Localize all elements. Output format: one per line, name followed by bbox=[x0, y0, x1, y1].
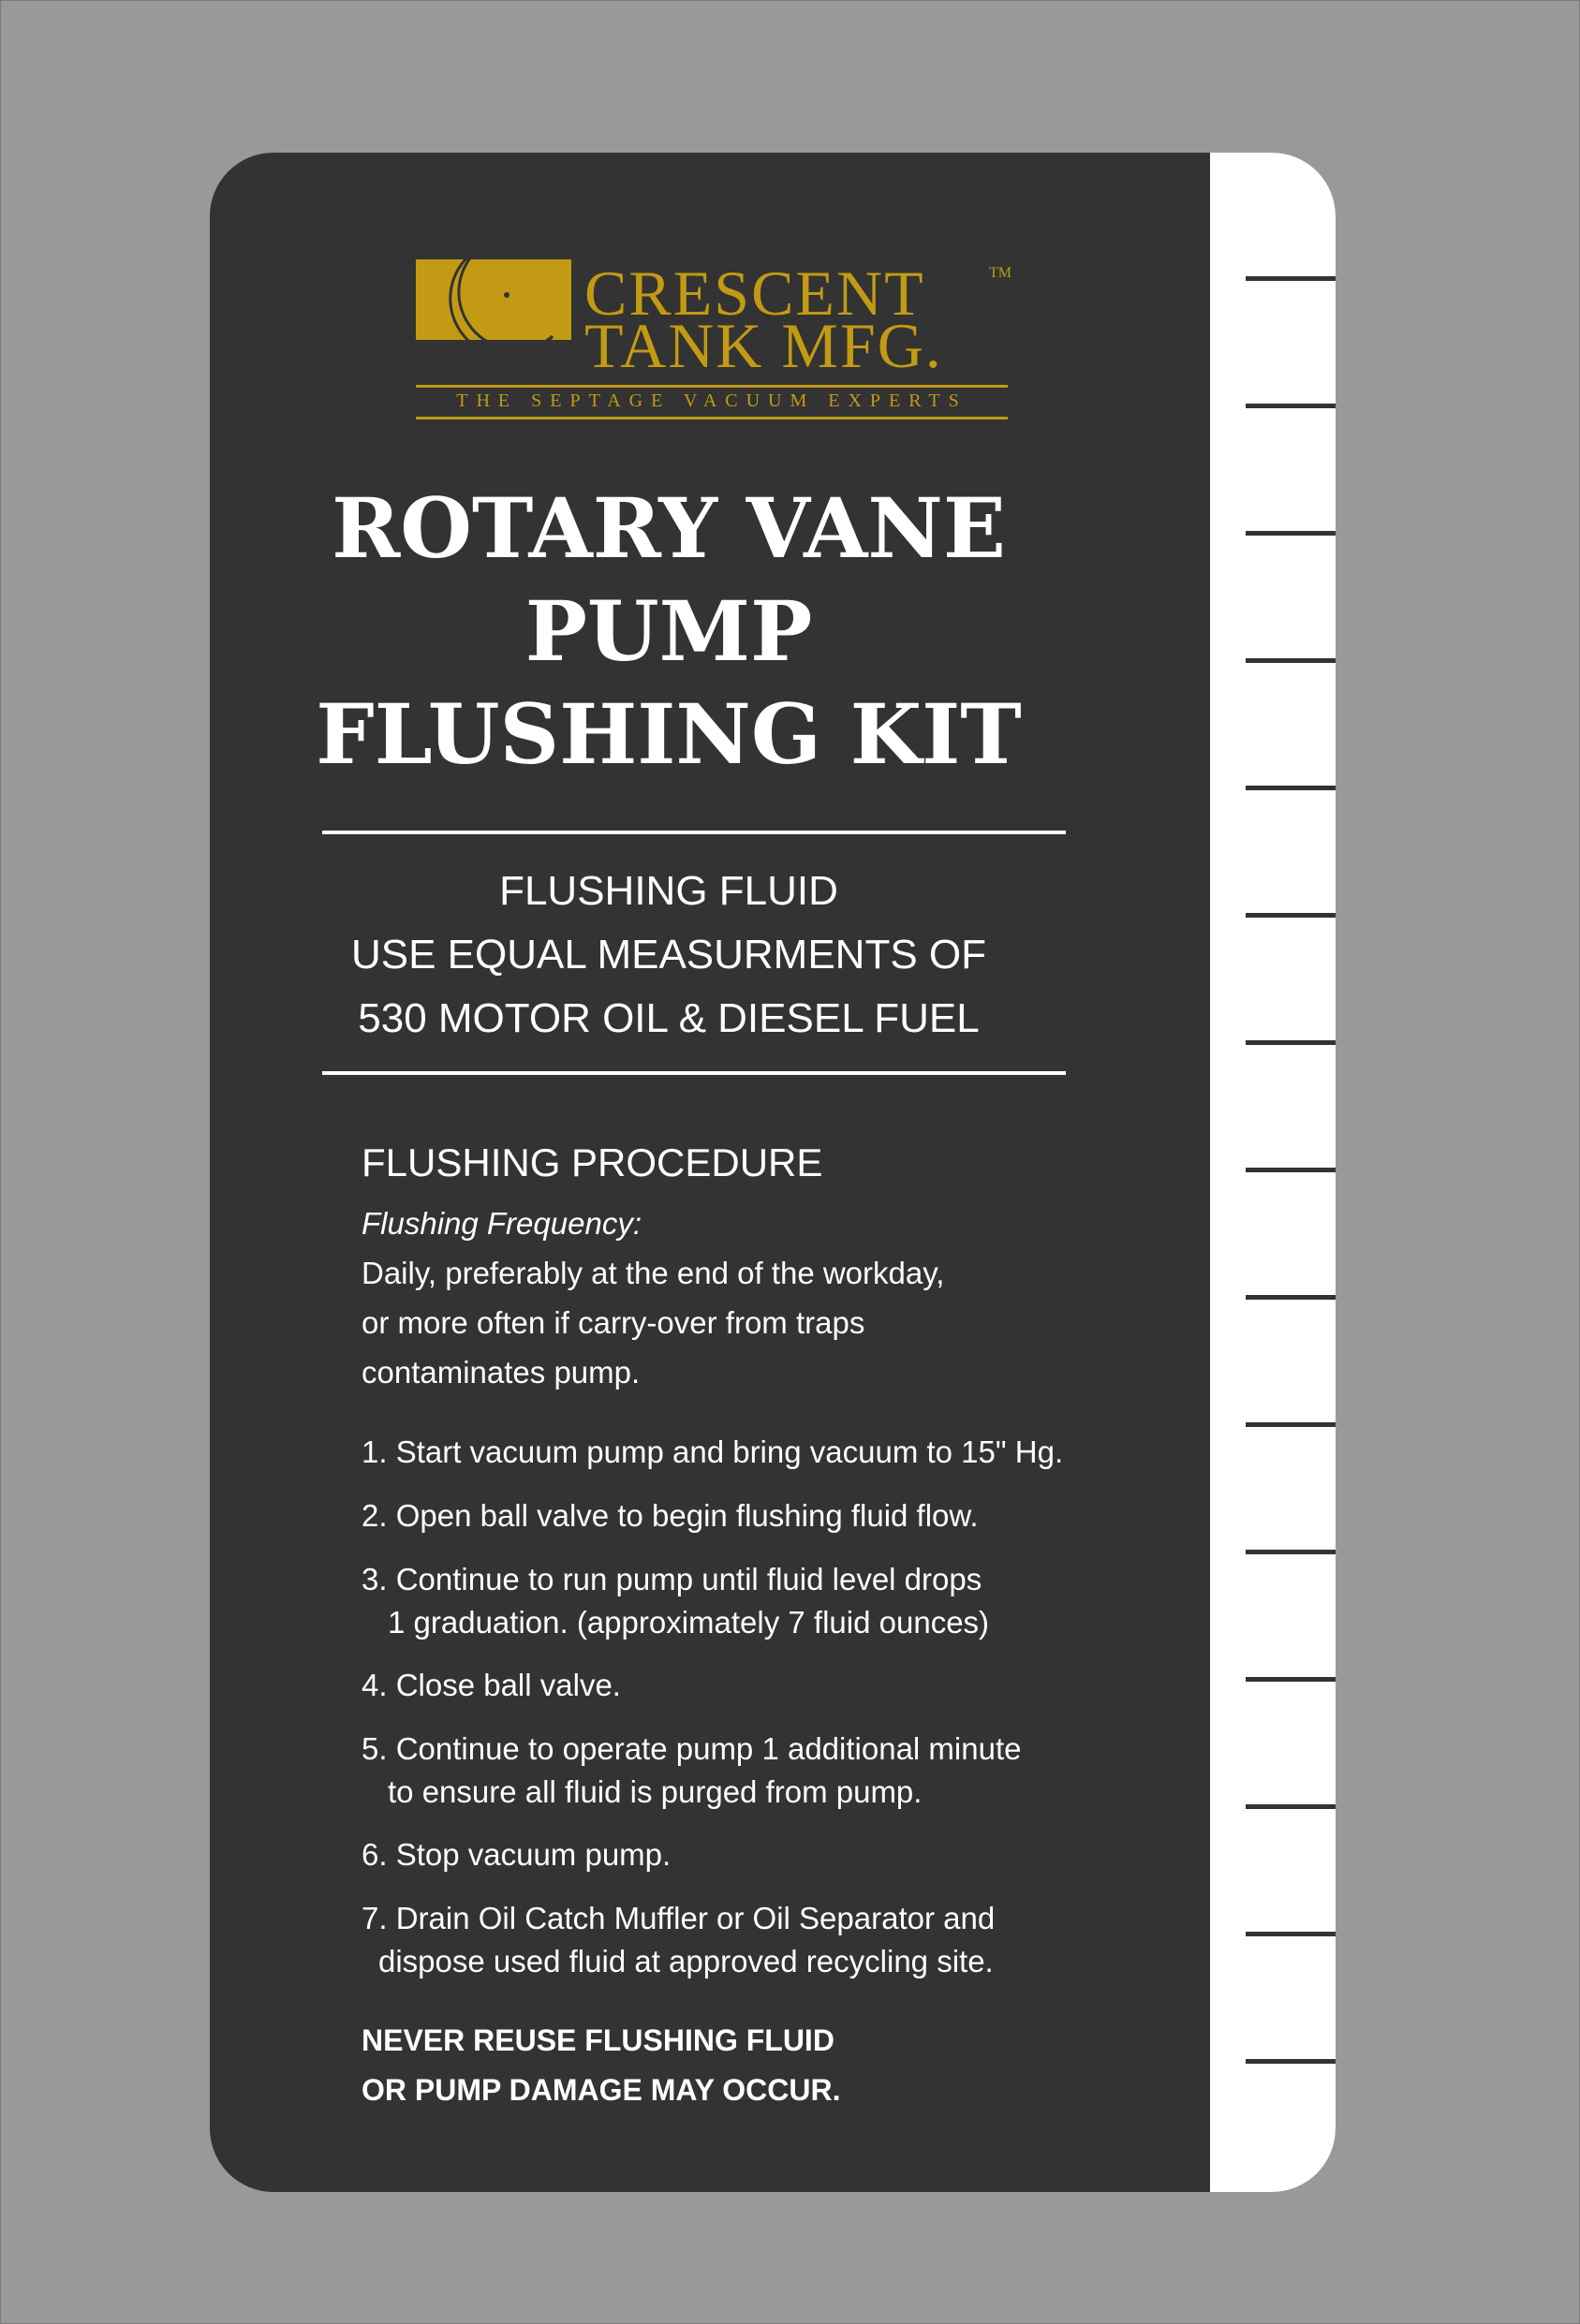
fluid-line: FLUSHING FLUID bbox=[499, 868, 838, 914]
logo-line-tank-mfg: TANK MFG. bbox=[584, 310, 943, 381]
step-line: 7. Drain Oil Catch Muffler or Oil Separator and bbox=[362, 1901, 996, 1935]
graduation-tick bbox=[1246, 786, 1336, 790]
graduation-tick bbox=[1246, 276, 1336, 281]
procedure-step bbox=[362, 1494, 979, 1537]
graduation-tick bbox=[1246, 404, 1336, 408]
logo-line-crescent: CRESCENT bbox=[584, 257, 925, 329]
graduation-strip bbox=[1210, 153, 1336, 2192]
warning-line: NEVER REUSE FLUSHING FLUID bbox=[362, 2023, 834, 2057]
graduation-tick bbox=[1246, 1550, 1336, 1554]
procedure-heading: FLUSHING PROCEDURE bbox=[362, 1140, 823, 1184]
flushing-kit-label bbox=[210, 153, 1336, 2192]
fluid-line: 530 MOTOR OIL & DIESEL FUEL bbox=[358, 995, 980, 1041]
step-line: 3. Continue to run pump until fluid level drops bbox=[362, 1562, 982, 1596]
step-line: 1. Start vacuum pump and bring vacuum to 15" Hg. bbox=[362, 1434, 1064, 1469]
divider-top bbox=[322, 831, 1066, 834]
product-title bbox=[266, 477, 1071, 786]
divider-bottom bbox=[322, 1071, 1066, 1075]
procedure-step bbox=[362, 1664, 621, 1707]
logo-rule-bottom bbox=[416, 417, 1008, 419]
graduation-tick bbox=[1246, 1804, 1336, 1809]
step-line: 2. Open ball valve to begin flushing fluid flow. bbox=[362, 1498, 979, 1533]
procedure-step bbox=[362, 1558, 989, 1644]
logo-rule-top bbox=[416, 385, 1008, 388]
step-line: dispose used fluid at approved recycling site. bbox=[378, 1944, 994, 1978]
trademark-mark: TM bbox=[989, 265, 1011, 281]
step-line: 6. Stop vacuum pump. bbox=[362, 1837, 672, 1872]
graduation-tick bbox=[1246, 1422, 1336, 1427]
fluid-line: USE EQUAL MEASURMENTS OF bbox=[350, 932, 987, 978]
procedure-step bbox=[362, 1431, 1063, 1474]
graduation-tick bbox=[1246, 658, 1336, 663]
warning-text bbox=[362, 2016, 840, 2115]
frequency-line: or more often if carry-over from traps bbox=[362, 1305, 865, 1340]
procedure-step bbox=[362, 1728, 1021, 1814]
crescent-moon-icon bbox=[416, 246, 575, 340]
graduation-tick bbox=[1246, 2059, 1336, 2064]
frequency-line: Daily, preferably at the end of the workday, bbox=[362, 1256, 945, 1290]
step-line: 5. Continue to operate pump 1 additional minute bbox=[362, 1731, 1022, 1766]
frequency-label: Flushing Frequency: bbox=[362, 1206, 642, 1241]
logo-tagline: THE SEPTAGE VACUUM EXPERTS bbox=[456, 390, 967, 411]
frequency-text bbox=[362, 1248, 944, 1397]
graduation-tick bbox=[1246, 1932, 1336, 1936]
step-line: 4. Close ball valve. bbox=[362, 1668, 621, 1702]
step-line: to ensure all fluid is purged from pump. bbox=[388, 1774, 923, 1809]
warning-line: OR PUMP DAMAGE MAY OCCUR. bbox=[362, 2073, 841, 2107]
frequency-line: contaminates pump. bbox=[362, 1355, 641, 1390]
title-line: FLUSHING KIT bbox=[316, 685, 1022, 783]
step-line: 1 graduation. (approximately 7 fluid ounces) bbox=[388, 1605, 990, 1640]
graduation-tick bbox=[1246, 1168, 1336, 1172]
title-line: PUMP bbox=[524, 582, 813, 680]
graduation-tick bbox=[1246, 1677, 1336, 1682]
flushing-fluid-section bbox=[266, 860, 1071, 1051]
procedure-step bbox=[362, 1833, 671, 1876]
graduation-tick bbox=[1246, 1295, 1336, 1300]
procedure-step bbox=[362, 1897, 995, 1983]
graduation-tick bbox=[1246, 913, 1336, 918]
graduation-tick bbox=[1246, 1040, 1336, 1045]
crescent-tank-logo bbox=[416, 246, 1011, 424]
title-line: ROTARY VANE bbox=[332, 479, 1006, 577]
graduation-tick bbox=[1246, 531, 1336, 536]
